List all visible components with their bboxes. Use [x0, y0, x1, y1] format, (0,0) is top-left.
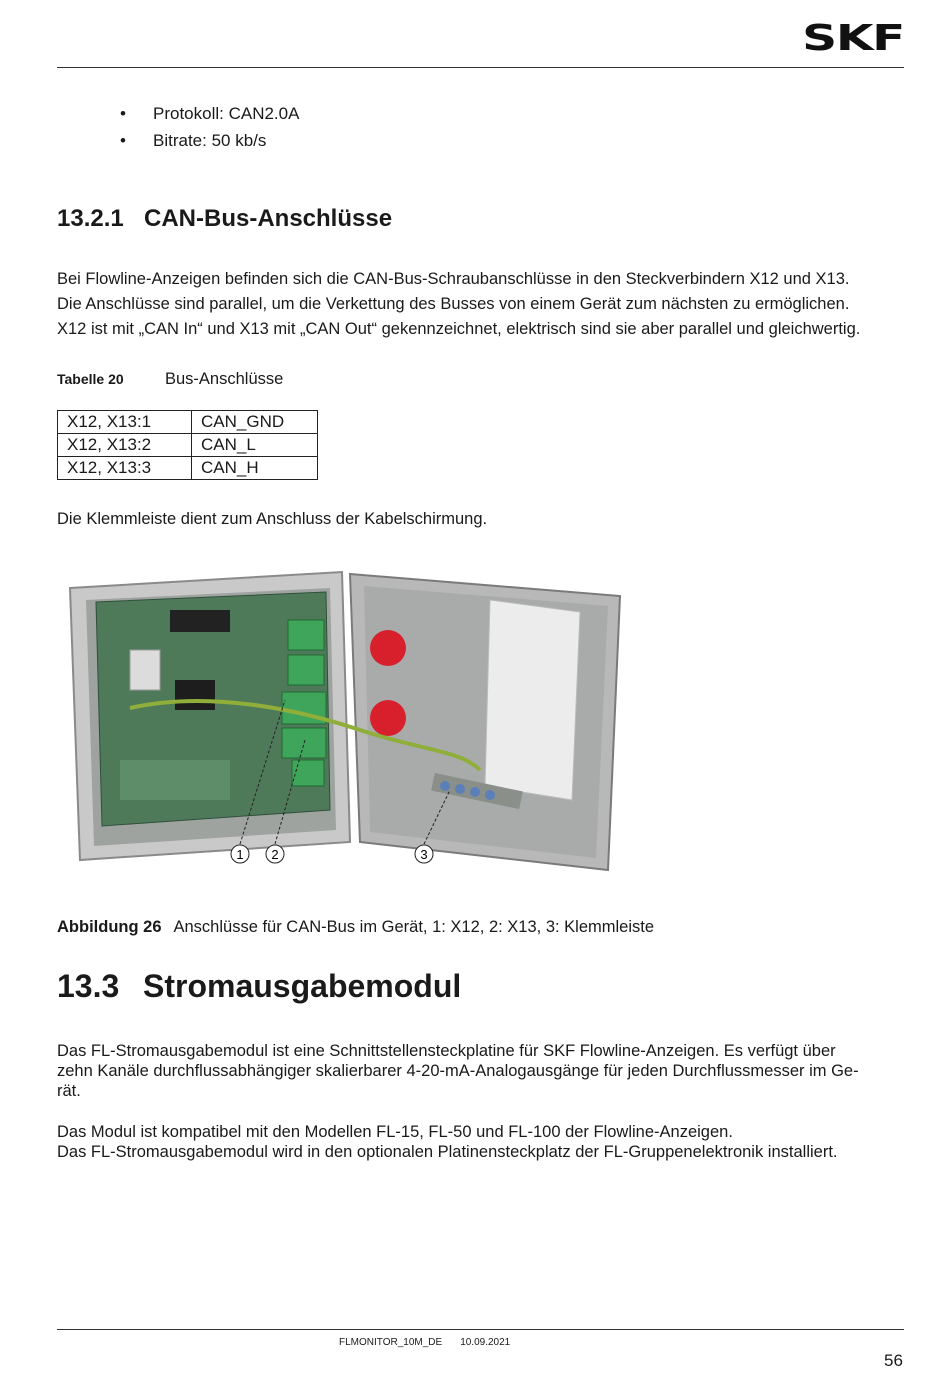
table-caption-text: Bus-Anschlüsse: [165, 370, 284, 388]
paragraph-line: X12 ist mit „CAN In“ und X13 mit „CAN Out“ gekennzeichnet, elektrisch sind sie aber parallel und gleichwertig.: [57, 320, 861, 338]
figure-label: Abbildung 26: [57, 918, 162, 936]
table-cell: X12, X13:1: [58, 411, 192, 434]
table-cell: X12, X13:2: [58, 434, 192, 457]
table-row: [58, 411, 318, 434]
callout-3: [415, 845, 433, 863]
table-label: Tabelle 20: [57, 371, 124, 387]
table-row: [58, 434, 318, 457]
footer-doc-id: FLMONITOR_10M_DE: [339, 1337, 443, 1348]
callout-2: [266, 845, 284, 863]
svg-text:3: 3: [420, 847, 428, 862]
skf-logo: SKF: [802, 18, 904, 59]
table-cell: CAN_L: [192, 434, 318, 457]
device-photo: [60, 560, 630, 880]
shield-terminal-text: Die Klemmleiste dient zum Anschluss der Kabelschirmung.: [57, 510, 488, 528]
section-heading-13-2-1: [57, 205, 392, 233]
header-rule: [57, 67, 904, 68]
footer-date: 10.09.2021: [460, 1337, 511, 1348]
section-heading-13-3: [57, 968, 461, 1005]
figure-caption: [57, 918, 654, 937]
paragraph-line: rät.: [57, 1082, 81, 1100]
table-cell: CAN_GND: [192, 411, 318, 434]
protocol-list: [120, 100, 299, 154]
footer-rule: [57, 1329, 904, 1330]
list-item: • Protokoll: CAN2.0A: [120, 100, 299, 127]
bus-connections-table: [57, 410, 318, 480]
paragraph-line: Das FL-Stromausgabemodul wird in den optionalen Platinensteckplatz der FL-Gruppenelektronik installiert.: [57, 1143, 838, 1161]
figure-caption-text: Anschlüsse für CAN-Bus im Gerät, 1: X12, 2: X13, 3: Klemmleiste: [173, 918, 655, 936]
table-cell: X12, X13:3: [58, 457, 192, 480]
paragraph-line: Das Modul ist kompatibel mit den Modellen FL-15, FL-50 und FL-100 der Flowline-Anzeigen.: [57, 1123, 733, 1141]
module-paragraph-1: [57, 1041, 917, 1101]
section-number: 13.2.1: [57, 205, 124, 232]
module-paragraph-2: [57, 1122, 917, 1162]
section-title: CAN-Bus-Anschlüsse: [144, 205, 393, 232]
callout-1: [231, 845, 249, 863]
list-item: • Bitrate: 50 kb/s: [120, 127, 299, 154]
section-number: 13.3: [57, 968, 120, 1004]
table-cell: CAN_H: [192, 457, 318, 480]
table-row: [58, 457, 318, 480]
paragraph-line: Bei Flowline-Anzeigen befinden sich die CAN-Bus-Schraubanschlüsse in den Steckverbindern X12 und X13.: [57, 270, 850, 288]
svg-text:1: 1: [236, 847, 244, 862]
paragraph-line: Die Anschlüsse sind parallel, um die Verkettung des Busses von einem Gerät zum nächsten zu ermöglichen.: [57, 295, 850, 313]
paragraph-line: zehn Kanäle durchflussabhängiger skalierbarer 4-20-mA-Analogausgänge für jeden Durchflussmesser im Ge-: [57, 1062, 859, 1080]
section-title: Stromausgabemodul: [143, 968, 462, 1004]
svg-text:2: 2: [271, 847, 279, 862]
paragraph-line: Das FL-Stromausgabemodul ist eine Schnittstellensteckplatine für SKF Flowline-Anzeigen. Es verfügt über: [57, 1042, 836, 1060]
page-number: 56: [884, 1351, 903, 1370]
footer: [339, 1337, 528, 1348]
table-caption: [57, 370, 283, 389]
can-bus-paragraph: [57, 267, 917, 342]
